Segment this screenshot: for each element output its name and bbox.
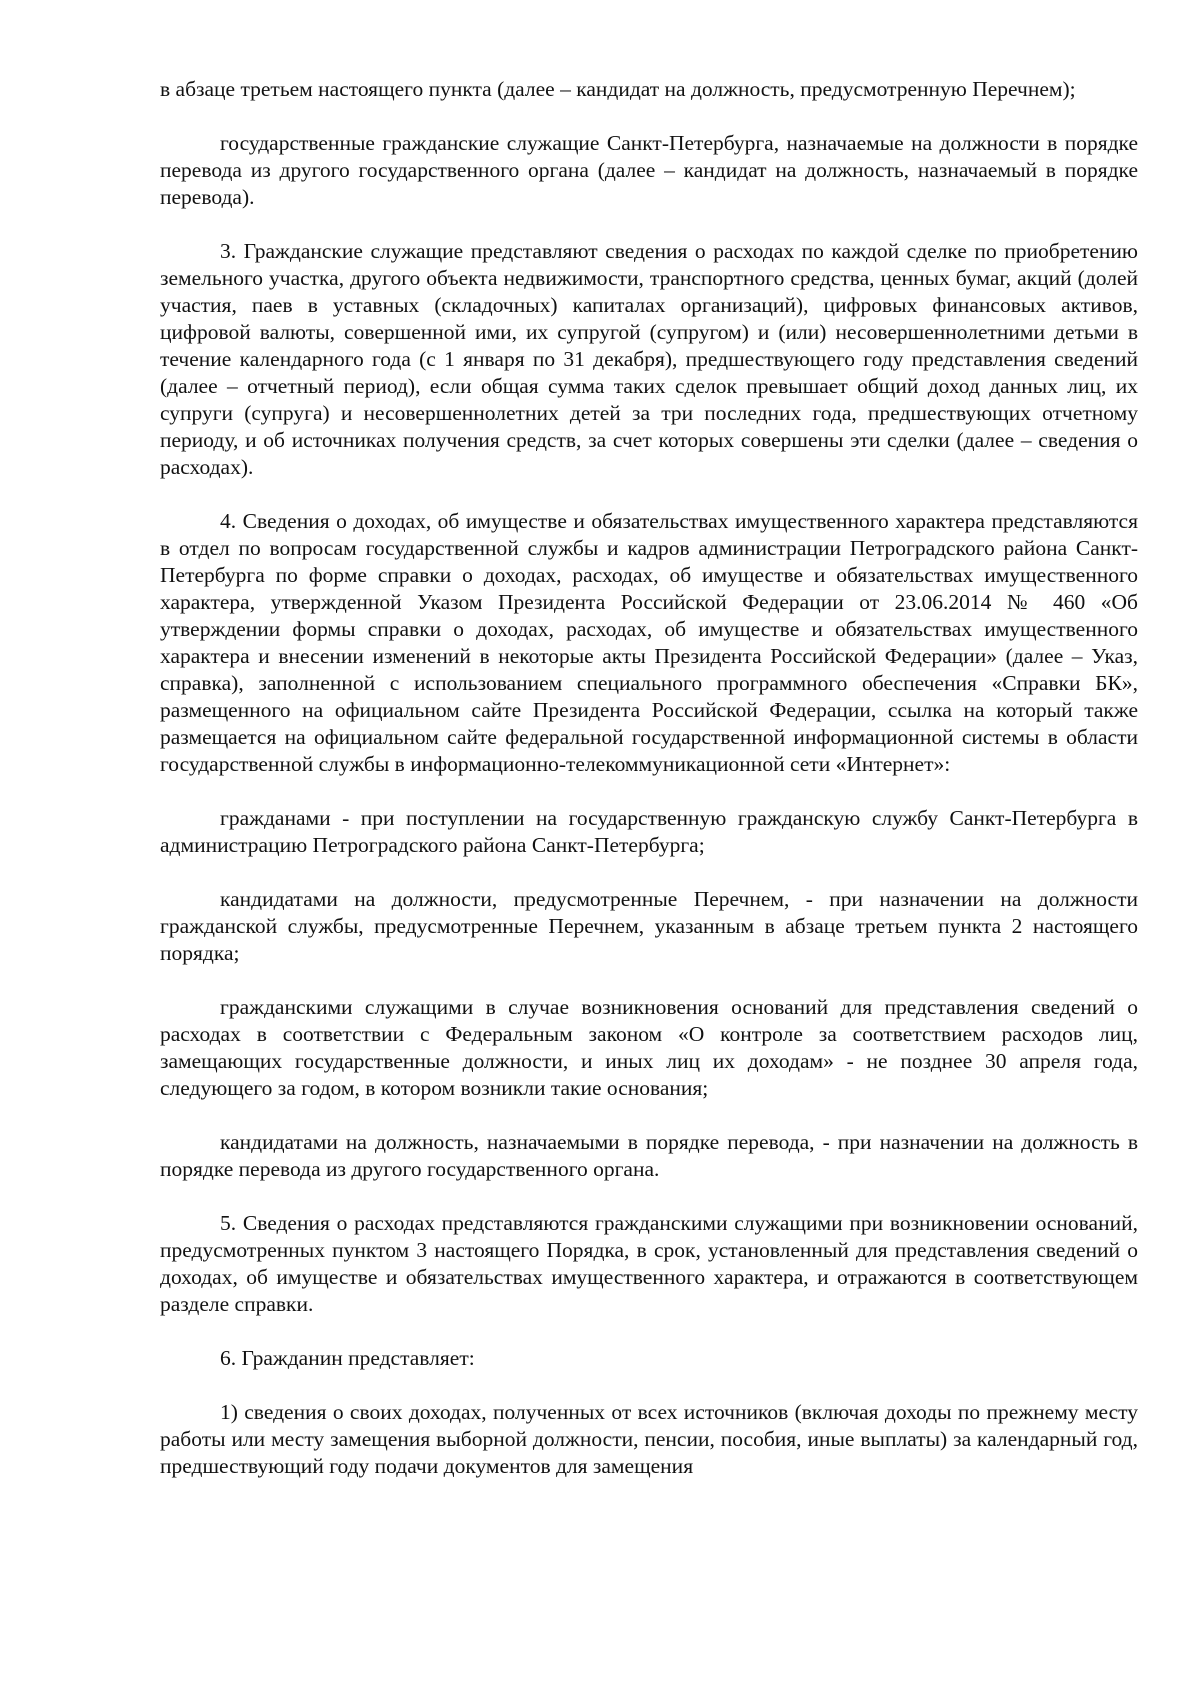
paragraph-point-5: 5. Сведения о расходах представляются гражданскими служащими при возникновении оснований, предусмотренных пунктом 3 настоящего Порядка, в срок, установленный для представления сведений о доходах, об имуществе и обязательствах имущественного характера, и отражаются в соответствующем разделе справки. bbox=[160, 1211, 1138, 1316]
paragraph-point-6: 6. Гражданин представляет: bbox=[220, 1346, 475, 1370]
paragraph-point-4: 4. Сведения о доходах, об имуществе и обязательствах имущественного характера представляются в отдел по вопросам государственной службы и кадров администрации Петроградского района Санкт-Петербурга по форме справки о доходах, расходах, об имуществе и обязательствах имущественного характера, утвержденной Указом Президента Российской Федерации от 23.06.2014 № 460 «Об утверждении формы справки о доходах, расходах, об имуществе и обязательствах имущественного характера и внесении изменений в некоторые акты Президента Российской Федерации» (далее – Указ, справка), заполненной с использованием специального программного обеспечения «Справки БК», размещенного на официальном сайте Президента Российской Федерации, ссылка на который также размещается на официальном сайте федеральной государственной информационной системы в области государственной службы в информационно-телекоммуникационной сети «Интернет»: bbox=[160, 509, 1138, 776]
document-page bbox=[160, 76, 1138, 1480]
paragraph-point-6-item-1: 1) сведения о своих доходах, полученных от всех источников (включая доходы по прежнему месту работы или месту замещения выборной должности, пенсии, пособия, иные выплаты) за календарный год, предшествующий году подачи документов для замещения bbox=[160, 1400, 1138, 1478]
paragraph-transfer-candidates: кандидатами на должность, назначаемыми в порядке перевода, - при назначении на должность в порядке перевода из другого государственного органа. bbox=[160, 1130, 1138, 1181]
paragraph-transfer-candidate: государственные гражданские служащие Санкт-Петербурга, назначаемые на должности в порядке перевода из другого государственного органа (далее – кандидат на должность, назначаемый в порядке перевода). bbox=[160, 131, 1138, 209]
paragraph-point-3: 3. Гражданские служащие представляют сведения о расходах по каждой сделке по приобретению земельного участка, другого объекта недвижимости, транспортного средства, ценных бумаг, акций (долей участия, паев в уставных (складочных) капиталах организаций), цифровых финансовых активов, цифровой валюты, совершенной ими, их супругой (супругом) и (или) несовершеннолетними детьми в течение календарного года (с 1 января по 31 декабря), предшествующего году представления сведений (далее – отчетный период), если общая сумма таких сделок превышает общий доход данных лиц, их супруги (супруга) и несовершеннолетних детей за три последних года, предшествующих отчетному периоду, и об источниках получения средств, за счет которых совершены эти сделки (далее – сведения о расходах). bbox=[160, 239, 1138, 479]
paragraph-citizens: гражданами - при поступлении на государственную гражданскую службу Санкт-Петербурга в администрацию Петроградского района Санкт-Петербурга; bbox=[160, 806, 1138, 857]
paragraph-list-candidates: кандидатами на должности, предусмотренные Перечнем, - при назначении на должности гражданской службы, предусмотренные Перечнем, указанным в абзаце третьем пункта 2 настоящего порядка; bbox=[160, 887, 1138, 965]
paragraph-civil-servants: гражданскими служащими в случае возникновения оснований для представления сведений о расходах в соответствии с Федеральным законом «О контроле за соответствием расходов лиц, замещающих государственные должности, и иных лиц их доходам» - не позднее 30 апреля года, следующего за годом, в котором возникли такие основания; bbox=[160, 995, 1138, 1100]
paragraph-candidate-list: в абзаце третьем настоящего пункта (далее – кандидат на должность, предусмотренную Перечнем); bbox=[160, 77, 1076, 101]
